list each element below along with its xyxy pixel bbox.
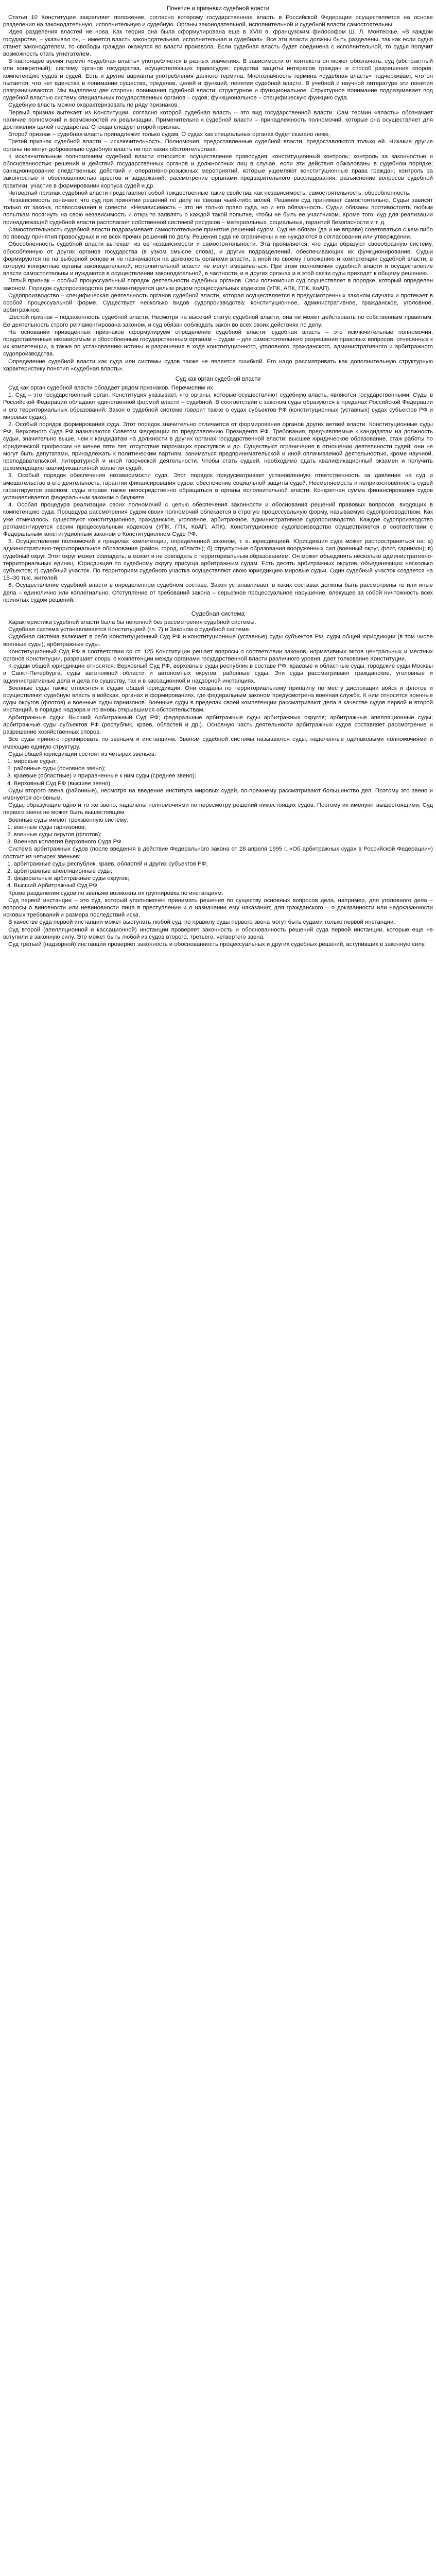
list-item: 4. Высший Арбитражный Суд РФ. (7, 883, 99, 889)
paragraph: 6. Осуществление судебной власти в определенном судебном составе. Закон устанавливает, в каких составах должны быть рассмотрены те или иные дела – единолично или коллегиально. Отступление от требований закона – серьезное процессуальное нарушение, влекущее за собой ничтожность всех принятых судом решений. (3, 582, 433, 603)
list-item: 3. краевые (областные) и приравненные к ним суды (среднее звено); (7, 773, 196, 779)
section-heading: Понятие и признаки судебной власти (166, 6, 270, 12)
paragraph: Обособленность судебной власти вытекает из ее независимости и самостоятельности. Эта проявляется, что суды образуют своеобразную систему, обособленную от других органов государства (в узком смысле слова), и других подразделений, обеспечивающих их функционирование. Судьи формируются не на выборной основе и не назначаются на должность органами власти, а иной по своему положению и компетенции судебной власти, в которую конкретные органы законодательной, исполнительной власти не могут вмешиваться. При этом полномочия судебной власти и осуществление власти самостоятельны и нуждаются в осуществлении законодательной, в частности, и в других органах и в этой связи суды приходят к общему решению. (3, 241, 433, 277)
paragraph: Суды общей юрисдикции состоят из четырех звеньев: (8, 751, 156, 757)
paragraph: 1. Суд – это государственный орган. Конституция указывает, что органы, которые осуществляют судебную власть, являются государственными. Суды в Российской Федерации обладают единственной формой власти – судебной. В соответствии с законом суды образуются в пределах Российской Федерации и его территориальных образований. Закон о судебной системе говорит также о судах субъектов РФ (конституционных (уставных) судах субъектов РФ и мировых судах). (3, 392, 433, 420)
numbered-list (3, 758, 433, 787)
paragraph: 5. Осуществление полномочий в пределах компетенции, определенной законом, т. е. юрисдикцией. Юрисдикция суда может распространяться на: а) административно-территориальное образование (район, город, область); б) структурные образования вооруженных сил (военный округ, флот, гарнизон); в) судебный округ. Этот округ может совпадать, а может и не совпадать с территориальным образованием. Он может объединять несколько административно-территориальных единиц. Юрисдикция по судебному округу присуща арбитражным судам. Есть десять арбитражных округов, объединяющих несколько субъектов; г) судебный участок. По территориям судебного участка осуществляют свою юрисдикцию мировые судьи. Один судебный участок создается на 15–30 тыс. жителей. (3, 538, 433, 582)
paragraph: Характеристика судебной власти была бы неполной без рассмотрения судебной системы. (8, 619, 256, 626)
paragraph: В настоящее время термин «судебная власть» употребляется в разных значениях. В зависимости от контекста он может обозначать: суд (абстрактный или конкретный); систему органов государства, осуществляющих правосудие; средства защиты интересов граждан и способ разрешения споров; компетенцию судов и судей. Есть и другие варианты употребления данного термина. Многозначность термина «судебная власть» подчеркивает, что он пытается, что нет единства в понимании существа, пределов, целей и функций, понятия судебной власти. В учебной и научной литературе эти понятия разграничиваются. Мы выделяем две стороны понимания судебной власти: структурное и функциональное. Структурное понимание подразумевает под судебной властью систему специальных государственных органов – судов; функциональное – специфическую функцию суда. (3, 58, 433, 101)
paragraph: Идея разделения властей не нова. Как теория она была сформулирована еще в XVIII в. французским философом Ш. Л. Монтескье. «В каждом государстве, – указывал он, – имеется власть законодательная, исполнительная и судебная». Все эти власти должны быть разделены, так как если судья станет законодателем, то свободы граждан окажутся во власти произвола. Если судебная власть будет соединена с исполнительной, то судья получит возможность стать угнетателем. (3, 29, 433, 58)
paragraph: Конституционный Суд РФ в соответствии со ст. 125 Конституции решает вопросы о соответствии законов, нормативных актов центральных и местных органов Конституции, разрешает споры о компетенции между органами государственной власти различного уровня, дает толкование Конституции. (3, 648, 433, 663)
paragraph: Военные суды имеют трехзвенную систему: (8, 817, 129, 823)
paragraph: Арбитражные суды: Высший Арбитражный Суд РФ; федеральные арбитражные суды арбитражных округов; арбитражные апелляционные суды; арбитражные суды субъектов РФ (республик, краев, областей и др.). Основную часть деятельности арбитражных судов составляет рассмотрение и разрешение хозяйственных споров. (3, 714, 433, 736)
paragraph: Военные суды также относятся к судам общей юрисдикции. Они созданы по территориальному принципу по месту дислокации войск и флотов и осуществляют судебную власть в войсках, органах и формированиях, где федеральным законом предусмотрена военная служба. К ним относятся военные суды округов (флотов) и военные суды гарнизонов. Военные суды в пределах своей компетенции рассматривают дела в качестве судов первой и второй инстанций, в порядке надзора и по вновь открывшимся обстоятельствам. (3, 685, 433, 714)
list-item: 1. военные суды гарнизонов; (7, 824, 86, 831)
paragraph: Первый признак вытекает из Конституции, согласно которой судебная власть – это вид государственной власти. Сам термин «власть» обозначает наличие полномочий и возможностей их реализации. Применительно к судебной власти – принадлежность полномочий, которые она осуществляет для достижения целей государства. Отсюда следует второй признак. (3, 109, 433, 131)
paragraph: Четвертый признак судебной власти представляет собой тождественные такие свойства, как независимость, самостоятельность, обособленность. (8, 190, 411, 196)
paragraph: Кроме разделения судов по звеньям возможна их группировка по инстанциям. (8, 890, 223, 896)
list-item: 2. арбитражные апелляционные суды; (7, 868, 113, 874)
section-heading: Судебная система (191, 610, 245, 618)
paragraph: Суд третьей (надзорной) инстанции проверяет законность и обоснованность процессуальных и других судебных решений, вступивших в законную силу. (8, 941, 426, 947)
list-item: 2. военные суды округов (флотов); (7, 831, 102, 838)
list-item: 1. арбитражные суды республик, краев, областей и других субъектов РФ; (7, 860, 208, 867)
document-page (0, 0, 436, 953)
paragraph: Все суды принято группировать по звеньям и инстанциям. Звеном судебной системы называются суды, наделенные одинаковыми полномочиями и имеющие единую структуру. (3, 736, 433, 750)
paragraph: Судопроизводство – специфическая деятельность органов судебной власти, которая осуществляется в предусмотренных законом случаях и протекает в особой процессуальной форме. Существует несколько видов судопроизводства: конституционное, административное, гражданское, уголовное, арбитражное. (3, 292, 433, 314)
paragraph: Самостоятельность судебной власти подразумевает самостоятельное принятие решений судом. Суд не обязан (да и не вправе) советоваться с кем-либо по поводу принятия правосудных и не всех прочих решений по делу. Решения суда не ограничены и не нуждаются в согласовании или утверждении. (3, 226, 433, 241)
paragraph: Второй признак – судебная власть принадлежит только судам. О судах как специальных органах будет сказано ниже. (8, 131, 330, 138)
paragraph: Третий признак судебной власти – исключительность. Полномочия, предоставленные судебной власти, предоставляются только ей. Никакие другие органы не могут добровольно судебную власть ни при каких обстоятельствах. (3, 139, 433, 152)
paragraph: Судебную власть можно охарактеризовать по ряду признаков. (8, 102, 179, 109)
paragraph: Суды второго звена (районные), несмотря на введение института мировых судей, по-прежнему рассматривают большинство дел. Поэтому это звено и именуется основным. (3, 787, 433, 801)
paragraph: В качестве суда первой инстанции может выступать любой суд, по правилу суды первого звена могут быть судами только первой инстанции. (8, 919, 395, 926)
paragraph: К исключительным полномочиям судебной власти относится: осуществление правосудия; конституционный контроль; контроль за законностью и обоснованностью решений и действий государственных органов и должностных лиц в случае, если эти действия обжалованы в судебном порядке; санкционирование следственных действий и оперативно-розыскных мероприятий, которые ущемляют конституционные права граждан; контроль за законностью и обоснованностью арестов и задержаний; рассмотрение органами предварительного расследования; разъяснение вопросов судебной практики; участие в формировании корпуса судей и др. (3, 153, 433, 189)
numbered-list (3, 860, 433, 890)
paragraph: Независимость означает, что суд при принятии решений по делу не связан чьей-либо волей. Решения суд принимает самостоятельно. Судьи зависят только от закона, правосознания и совести. «Независимость – это не только право суда, но и его обязанность. Судьи обязаны противостоять любым попыткам посягнуть на свою независимость и открыто заявлять о каждой такой попытке, чтобы не быть ее участником. Кроме того, суд для реализации принадлежащей судебной власти располагает собственной системой ресурсов – материальных, социальных, гарантий безопасности и т. д. (3, 197, 433, 226)
paragraph: 4. Особая процедура реализации своих полномочий с целью обеспечения законности и обоснования решений правовых вопросов, входящих в компетенцию суда. Процедура рассмотрения судом своих полномочий облекается в строгую процессуальную форму, называемую судопроизводством. Как уже отмечалось, существуют конституционное, гражданское, уголовное, арбитражное, административное судопроизводство. Каждое судопроизводство регламентируется своим процессуальным кодексом (УПК, ГПК, КоАП, АПК). Конституционное судопроизводство осуществляется в соответствии с Федеральным конституционным законом о Конституционном Суде РФ. (3, 502, 433, 538)
list-item: 2. районные суды (основное звено); (7, 766, 106, 772)
paragraph: 3. Особый порядок обеспечения независимости суда. Этот порядок предусматривает установленную ответственность за давление на суд и вмешательство в его деятельность; гарантии финансирования судов; обеспечение социальной защиты судей. Несменяемость и неприкосновенность судей гарантируется законом; суды вправе также непосредственно обращаться в органы исполнительной власти. Конкретная сумма финансирования судов устанавливается федеральным законом о бюджете. (3, 472, 433, 501)
paragraph: Статья 10 Конституции закрепляет положение, согласно которому государственная власть в Российской Федерации осуществляется на основе разделения на законодательную, исполнительную и судебную. Органы законодательной, исполнительной и судебной власти самостоятельны. (3, 14, 433, 28)
paragraph: Судебная система включает в себя Конституционный Суд РФ и конституционные (уставные) суды субъектов РФ, суды общей юрисдикции (в том числе военные суды), арбитражные суды. (3, 634, 433, 648)
list-item: 4. Верховный Суд РФ (высшее звено). (7, 780, 112, 787)
paragraph: 2. Особый порядок формирования суда. Этот порядок значительно отличается от формирования органов других ветвей власти. Конституционные суды РФ, Верховного Суда РФ назначаются Советом Федерации по представлению Президента РФ. Требования, предъявляемые к кандидатам на должность судьи, значительно выше, чем к кандидатам на должности в других органах государственной власти: высшее юридическое образование, стаж работы по юридической профессии не менее пяти лет, отсутствие порочащих проступков и др. Существуют ограничения в отношении деятельности судей: они не могут быть депутатами, принадлежать к политическим партиям, заниматься предпринимательской и иной оплачиваемой деятельностью, кроме научной, преподавательской, литературной и иной творческой деятельности. Чтобы стать судьей, необходимо сдать квалификационный экзамен и получить рекомендацию квалификационной коллегии судей. (3, 421, 433, 472)
list-item: 3. федеральные арбитражные суды округов; (7, 875, 130, 882)
section-heading: Суд как орган судебной власти (175, 376, 261, 382)
paragraph: Судебная система устанавливается Конституцией (гл. 7) и Законом о судебной системе. (8, 626, 251, 633)
paragraph: Суд второй (апелляционной и кассационной) инстанции проверяет законность и обоснованность решений суда первой инстанции, которые еще не вступили в законную силу. Это может быть любой из судов второго, третьего, четвертого звена. (3, 926, 433, 940)
numbered-list (3, 824, 433, 846)
paragraph: Определение судебной власти как суда или системы судов также не является ошибкой. Его надо рассматривать как дополнительную структурную характеристику понятия «судебная власть». (3, 358, 433, 372)
paragraph: Суд как орган судебной власти обладает рядом признаков. Перечислим их. (8, 384, 215, 391)
paragraph: Система арбитражных судов (после введения в действие Федерального закона от 28 апреля 1995 г. «Об арбитражных судах в Российской Федерации») состоит из четырех звеньев: (3, 846, 433, 860)
paragraph: Пятый признак – особый процессуальный порядок деятельности судебных органов. Свои полномочия суд осуществляет в порядке, который определен законом. Порядок судопроизводства регламентируется целым рядом процессуальных кодексов (УПК, АПК, ГПК, КоАП). (3, 278, 433, 292)
paragraph: Шестой признак – подзаконность судебной власти. Несмотря на высокий статус судебной власти, она не может действовать по собственным правилам. Ее деятельность строго регламентирована законом, и суд обязан соблюдать закон во всех своих действиях по делу. (3, 314, 433, 328)
list-item: 3. Военная коллегия Верховного Суда РФ. (7, 839, 123, 845)
paragraph: Суды, образующие одно и то же звено, наделены полномочиями по пересмотру решений нижестоящих судов. Поэтому их именуют вышестоящими. Суд первого звена не может быть вышестоящим. (3, 802, 433, 816)
list-item: 1. мировые судьи; (7, 758, 57, 765)
paragraph: К судам общей юрисдикции относятся: Верховный Суд РФ, верховные суды республик в составе РФ, краевые и областные суды, городские суды Москвы и Санкт-Петербурга, суды автономной области и автономных округов, районные суды. Эти суды рассматривают гражданские, уголовные и административные дела и дела по существу, так и в кассационной и надзорной инстанциях. (3, 663, 433, 684)
paragraph: Суд первой инстанции – это суд, который уполномочен принимать решения по существу основных вопросов дела, например, для уголовного дела – вопросы о виновности или невиновности лица в преступлении и о назначении ему наказания; для гражданского – о доказанности или недоказанности исковых требований и размера последствий иска. (3, 897, 433, 919)
paragraph: На основании приведенных признаков сформулируем определение судебной власти: судебная власть – это исключительные полномочия, предоставленные независимым и обособленным государственным органам – судам – для самостоятельного разрешения правовых вопросов, отнесенных к их компетенции, а также по установлению истины и разрешения в ходе конституционного, уголовного, гражданского, административного и арбитражного судопроизводства. (3, 329, 433, 358)
